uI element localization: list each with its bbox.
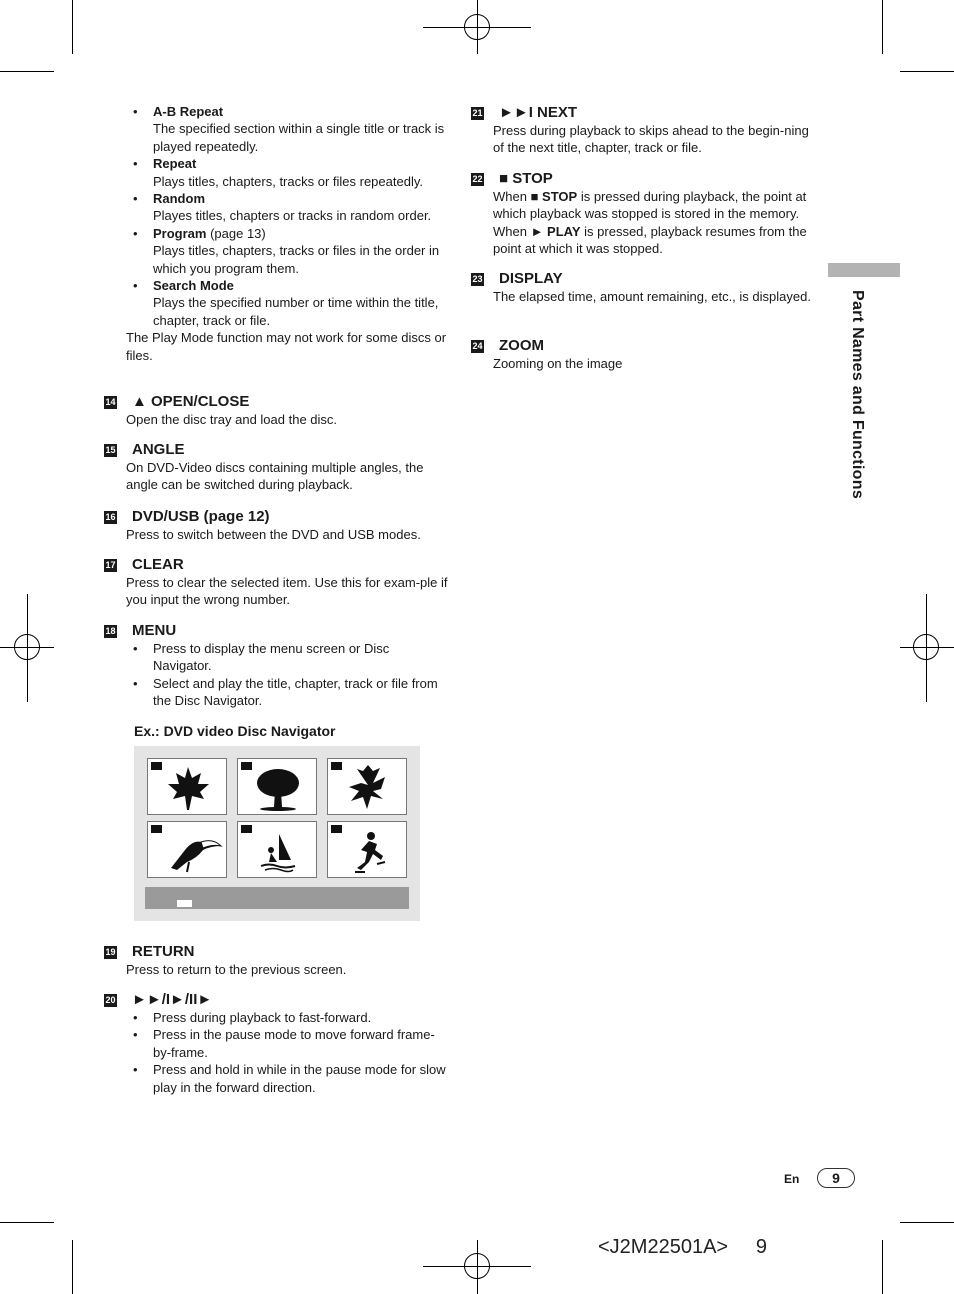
crop-mark xyxy=(900,1222,954,1223)
section-zoom xyxy=(471,337,811,372)
section-next xyxy=(471,104,811,157)
section-title: ■ STOP xyxy=(499,170,553,187)
navigator-thumbnail xyxy=(147,821,227,878)
section-number: 23 xyxy=(472,274,483,284)
list-item xyxy=(126,277,448,329)
section-title: ►►/I►/II► xyxy=(132,991,213,1008)
section-menu xyxy=(104,622,449,710)
section-title: MENU xyxy=(132,622,177,639)
crop-mark xyxy=(0,71,54,72)
bullet-title: Random xyxy=(153,191,205,207)
desc-text: When xyxy=(493,189,531,204)
section-number: 20 xyxy=(105,995,116,1005)
bullet-title: Program xyxy=(153,225,207,241)
lily-flower-icon xyxy=(343,763,393,813)
menu-bullets xyxy=(104,640,449,710)
section-number: 24 xyxy=(472,341,483,351)
navigator-thumbnail xyxy=(147,758,227,815)
page-number: 9 xyxy=(817,1168,855,1188)
section-title: ▲ OPEN/CLOSE xyxy=(132,393,250,410)
registration-circle xyxy=(464,14,490,40)
bullet-desc: Playes titles, chapters or tracks in random order. xyxy=(153,208,432,224)
tree-icon xyxy=(253,763,303,813)
navigator-thumbnail xyxy=(237,821,317,878)
section-desc: Press to return to the previous screen. xyxy=(126,962,347,977)
title-number-tag xyxy=(151,825,162,833)
registration-circle xyxy=(14,634,40,660)
play-mode-list xyxy=(126,103,448,364)
section-desc: Press to switch between the DVD and USB modes. xyxy=(126,527,421,542)
section-desc xyxy=(471,188,811,258)
list-item xyxy=(126,155,448,190)
disc-navigator-screen xyxy=(134,746,420,921)
section-fast-forward xyxy=(104,991,449,1096)
list-item: • Press during playback to fast-forward. xyxy=(126,1009,449,1026)
fast-forward-bullets xyxy=(104,1009,449,1096)
bullet-desc: Plays the specified number or time within the title, chapter, track or file. xyxy=(153,295,439,328)
navigator-cursor xyxy=(177,900,192,907)
toucan-bird-icon xyxy=(163,826,223,876)
section-number: 17 xyxy=(105,560,116,570)
navigator-info-bar xyxy=(145,887,409,909)
section-desc: Press to clear the selected item. Use this for exam-ple if you input the wrong number. xyxy=(126,575,448,608)
section-clear xyxy=(104,556,449,609)
navigator-thumbnail xyxy=(327,821,407,878)
section-title: DVD/USB (page 12) xyxy=(132,508,270,525)
section-angle xyxy=(104,441,449,494)
bullet-title: Search Mode xyxy=(153,278,234,294)
list-item: • Press to display the menu screen or Disc Navigator. xyxy=(126,640,449,675)
section-title: ►►I NEXT xyxy=(499,104,578,121)
registration-circle xyxy=(913,634,939,660)
bullet-title: A-B Repeat xyxy=(153,104,224,119)
bullet-desc: Plays titles, chapters, tracks or files repeatedly. xyxy=(153,173,423,189)
section-return xyxy=(104,943,449,978)
section-number: 19 xyxy=(105,947,116,957)
navigator-thumbnail xyxy=(327,758,407,815)
bullet-desc: The specified section within a single title or track is played repeatedly. xyxy=(153,121,445,154)
list-item: • Press and hold in while in the pause mode for slow play in the forward direction. xyxy=(126,1061,449,1096)
registration-circle xyxy=(464,1253,490,1279)
desc-text: is pressed, playback resumes from the point at which it was stopped. xyxy=(493,223,807,257)
section-title: DISPLAY xyxy=(499,270,563,287)
sidebar-title: Part Names and Functions xyxy=(849,290,866,500)
list-item xyxy=(126,190,448,225)
section-desc: Open the disc tray and load the disc. xyxy=(126,412,338,427)
section-title: ANGLE xyxy=(132,441,185,458)
list-item xyxy=(126,103,448,155)
maple-leaf-icon xyxy=(163,763,213,813)
language-label: En xyxy=(784,1172,800,1186)
section-number: 16 xyxy=(105,512,116,522)
crop-mark xyxy=(882,0,883,54)
title-number-tag xyxy=(241,762,252,770)
desc-text: is pressed during playback, the point at which playback was stopped is stored in the memory. When xyxy=(493,189,807,239)
section-number: 14 xyxy=(105,397,116,407)
section-title: RETURN xyxy=(132,943,195,960)
crop-mark xyxy=(0,1222,54,1223)
title-number-tag xyxy=(241,825,252,833)
section-number: 21 xyxy=(472,108,483,118)
navigator-thumbnail xyxy=(237,758,317,815)
document-id: <J2M22501A> 9 xyxy=(598,1236,768,1258)
section-desc: Zooming on the image xyxy=(493,356,623,371)
play-mode-note: The Play Mode function may not work for some discs or files. xyxy=(126,330,447,363)
section-title: ZOOM xyxy=(499,337,544,354)
bullet-title: Repeat xyxy=(153,156,197,172)
play-mode-bullets xyxy=(126,103,448,329)
bullet-desc: Plays titles, chapters, tracks or files in the order in which you program them. xyxy=(153,243,440,276)
title-number-tag xyxy=(331,762,342,770)
section-number: 22 xyxy=(472,174,483,184)
crop-mark xyxy=(72,1240,73,1294)
example-label: Ex.: DVD video Disc Navigator xyxy=(134,723,336,739)
section-display xyxy=(471,270,811,305)
stop-key-label: ■ STOP xyxy=(530,189,578,204)
section-number: 18 xyxy=(105,626,116,636)
section-title: CLEAR xyxy=(132,556,184,573)
section-number: 15 xyxy=(105,445,116,455)
section-stop xyxy=(471,170,811,258)
section-dvd-usb xyxy=(104,508,449,543)
list-item xyxy=(126,225,448,277)
skater-icon xyxy=(343,826,393,876)
section-open-close xyxy=(104,393,449,428)
section-desc: The elapsed time, amount remaining, etc., is displayed. xyxy=(493,289,811,304)
section-desc: Press during playback to skips ahead to the begin-ning of the next title, chapter, track or file. xyxy=(493,123,809,156)
list-item: • Select and play the title, chapter, track or file from the Disc Navigator. xyxy=(126,675,449,710)
crop-mark xyxy=(882,1240,883,1294)
play-key-label: ► PLAY xyxy=(530,223,581,239)
crop-mark xyxy=(900,71,954,72)
bullet-suffix: (page 13) xyxy=(206,225,266,241)
windsurfer-icon xyxy=(253,826,303,876)
chapter-tab xyxy=(828,263,900,277)
list-item: • Press in the pause mode to move forward frame-by-frame. xyxy=(126,1026,449,1061)
title-number-tag xyxy=(331,825,342,833)
section-desc: On DVD-Video discs containing multiple angles, the angle can be switched during playback. xyxy=(126,460,424,493)
title-number-tag xyxy=(151,762,162,770)
crop-mark xyxy=(72,0,73,54)
